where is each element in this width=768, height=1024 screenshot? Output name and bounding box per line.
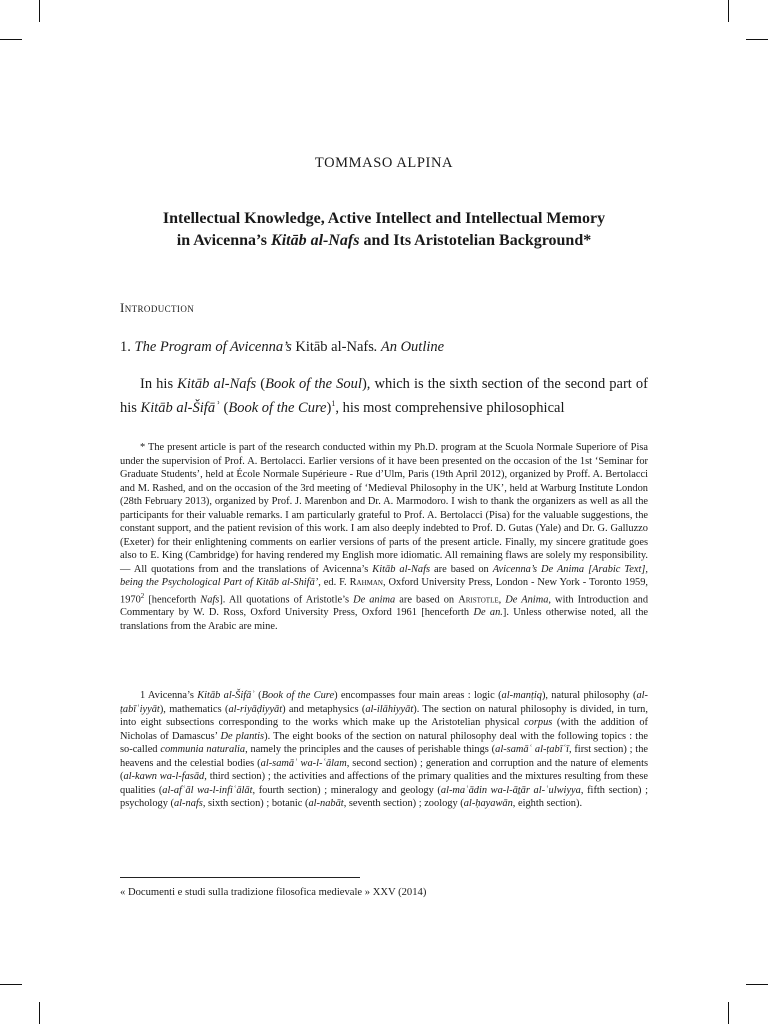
- italic-text: al-maʿādin wa-l-āṯār al-ʿulwiyya: [440, 784, 581, 796]
- text-run: ) and metaphysics (: [282, 703, 366, 715]
- text-run: , ed. F.: [318, 577, 350, 588]
- text-run: In his: [140, 376, 178, 392]
- italic-text: Kitāb al-Šifāʾ: [140, 399, 220, 416]
- section-heading: Introduction: [120, 300, 195, 315]
- text-run: , with Introduction and Commentary by W. D. Ross, Oxford University Press, Oxford 1961 [henceforth: [120, 593, 649, 619]
- crop-mark: [728, 1002, 729, 1024]
- italic-text: Kitāb al-Šifāʾ: [197, 690, 255, 701]
- crop-mark: [746, 984, 768, 985]
- crop-mark: [0, 39, 22, 40]
- text-run: , second section) ; generation and corruption and the nature of elements (: [120, 757, 649, 782]
- crop-mark: [728, 0, 729, 22]
- text-run: ]. All quotations of Aristotle’s: [219, 593, 354, 605]
- italic-text: communia naturalia: [160, 744, 246, 755]
- text-run: are based on: [430, 563, 493, 575]
- text-run: (with the addition of Nicholas of Damascus’: [120, 717, 649, 742]
- article-title: [100, 208, 668, 252]
- text-run: (: [256, 376, 266, 392]
- text-run: , Oxford University Press, London - New York - Toronto 1959, 1970: [120, 577, 648, 605]
- title-text: and Its Aristotelian Background*: [359, 232, 592, 249]
- footer-rule: [120, 877, 360, 878]
- title-line-2: [100, 230, 668, 252]
- italic-text: al-ilāhiyyāt: [365, 703, 414, 715]
- text-run: ), natural philosophy (: [541, 690, 637, 701]
- text-run: ), which is the sixth section of the second part of his: [120, 376, 648, 416]
- text-run: ), mathematics (: [159, 703, 229, 715]
- footnote-ref: 2: [140, 591, 145, 600]
- italic-text: Avicenna’s De Anima [Arabic Text], being the Psychological Part of Kitāb al-Shifā’: [120, 563, 648, 588]
- italic-text: corpus: [524, 717, 553, 728]
- small-caps-text: Aristotle: [458, 593, 499, 605]
- crop-mark: [39, 0, 40, 22]
- small-caps-text: Rahman: [349, 577, 383, 588]
- italic-text: De Anima: [505, 593, 549, 605]
- italic-text: al-riyāḍiyyāt: [228, 703, 283, 715]
- italic-text: Book of the Soul: [265, 376, 362, 392]
- italic-text: Book of the Cure: [261, 690, 335, 701]
- italic-text: al-samāʾ wa-l-ʿālam: [260, 757, 347, 769]
- author-name: TOMMASO ALPINA: [314, 155, 454, 171]
- italic-text: al-nabāt: [308, 798, 344, 809]
- subheading-text: 1.: [120, 339, 135, 355]
- journal-citation: « Documenti e studi sulla tradizione filosofica medievale » XXV (2014): [120, 887, 427, 898]
- footnote-star: [120, 441, 648, 633]
- subheading-italic-text: The Program of Avicenna’s: [134, 339, 296, 355]
- title-line-1: Intellectual Knowledge, Active Intellect and Intellectual Memory: [162, 210, 606, 227]
- text-run: , fourth section) ; mineralogy and geology (: [252, 784, 441, 796]
- crop-mark: [39, 1002, 40, 1024]
- subheading-text: Kitāb al-Nafs: [295, 339, 374, 355]
- text-run: (: [219, 399, 229, 416]
- italic-text: De an.: [473, 607, 503, 619]
- italic-text: al-manṭiq: [501, 690, 542, 701]
- text-run: ): [326, 399, 332, 416]
- text-run: ). The eight books of the section on natural philosophy deal with the following topics : the so-called: [120, 730, 649, 755]
- italic-text: Kitāb al-Nafs: [177, 376, 257, 392]
- text-run: are based on: [395, 593, 459, 605]
- body-paragraph: [120, 374, 648, 418]
- text-run: , seventh section) ; zoology (: [343, 798, 464, 809]
- italic-text: Nafs: [200, 593, 220, 605]
- italic-text: Book of the Cure: [228, 399, 327, 416]
- crop-mark: [746, 39, 768, 40]
- text-run: ) encompasses four main areas : logic (: [334, 690, 502, 701]
- subsection-heading: [120, 339, 444, 356]
- subheading-italic-text: . An Outline: [373, 339, 445, 355]
- text-run: , first section) ; the heavens and the celestial bodies (: [120, 744, 648, 769]
- crop-mark: [0, 984, 22, 985]
- text-run: ]. Unless otherwise noted, all the translations from the Arabic are mine.: [120, 607, 649, 632]
- text-run: , fifth section) ; psychology (: [120, 784, 649, 809]
- text-run: , eighth section).: [512, 798, 583, 809]
- italic-text: Kitāb al-Nafs: [372, 563, 430, 575]
- italic-text: al-kawn wa-l-fasād: [123, 771, 205, 782]
- italic-text: al-nafs: [173, 798, 203, 809]
- text-run: , namely the principles and the causes of perishable things (: [245, 744, 496, 755]
- title-italic-text: Kitāb al-Nafs: [271, 232, 360, 249]
- text-run: , his most comprehensive philosophical: [335, 399, 565, 416]
- text-run: ). The section on natural philosophy is divided, in turn, into eight subsections corresponding to the works which make up the Aristotelian physical: [120, 703, 648, 728]
- italic-text: De plantis: [220, 730, 265, 742]
- text-run: (: [254, 690, 262, 701]
- footnote-1: [120, 689, 648, 811]
- footnote-ref: 1: [331, 399, 336, 408]
- italic-text: al-samāʿ al-ṭabīʿī: [495, 744, 569, 755]
- italic-text: al-ḥayawān: [463, 798, 513, 809]
- text-run: 1 Avicenna’s: [140, 690, 198, 701]
- italic-text: al-afʿāl wa-l-infiʿālāt: [162, 784, 253, 796]
- title-text: in Avicenna’s: [176, 232, 272, 249]
- text-run: [henceforth: [144, 593, 201, 605]
- text-run: * The present article is part of the research conducted within my Ph.D. program at the Scuola Normale Superiore of Pisa under the supervision of Prof. A. Bertolacci. Earlier versions of it have been presented on the occasion of the 1st ‘Seminar for Graduate Students’, held at École Normale Supérieure - Rue d’Ulm, Paris (19th April 2012), organized by Proff. A. Bertolacci and M. Rashed, and on the occasion of the 3rd meeting of ‘Medieval Philosophy in the UK’, held at Warburg Institute London (28th February 2013), organized by Prof. J. Marenbon and Dr. A. Marmodoro. I wish to thank the organizers as well as all the participants for their valuable remarks. I am particularly grateful to Prof. A. Bertolacci (Pisa) for the valuable suggestions, the constant support, and the patient revision of this work. I am also deeply indebted to Prof. D. Gutas (Yale) and Dr. G. Galluzzo (Exeter) for their enlightening comments on earlier versions of parts of the present article. Finally, my sincere gratitude goes also to E. King (Cambridge) for having rendered my English more idiomatic. All remaining flaws are solely my responsibility. — All quotations from and the translations of Avicenna’s: [120, 442, 648, 575]
- text-run: , sixth section) ; botanic (: [202, 798, 309, 809]
- text-run: ,: [498, 593, 506, 605]
- italic-text: De anima: [353, 593, 396, 605]
- italic-text: al-ṭabīʿiyyāt: [120, 690, 648, 715]
- text-run: , third section) ; the activities and affections of the primary qualities and the mixtures resulting from these qualities (: [120, 771, 648, 796]
